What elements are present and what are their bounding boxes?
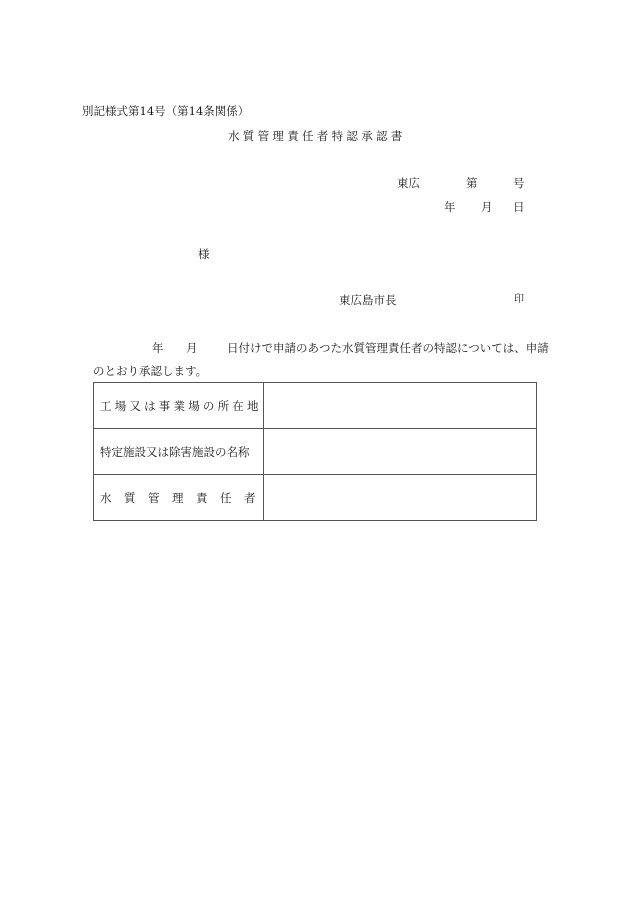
table-label-manager: 水質管理責任者: [94, 475, 264, 521]
date-year-label: 年: [444, 200, 456, 214]
addressee-honorific: 様: [198, 247, 210, 261]
body-month-label: 月: [186, 341, 198, 355]
table-value-facility[interactable]: [264, 429, 537, 475]
table-label-location: 工場又は事業場の所在地: [94, 383, 264, 429]
body-line2: のとおり承認します。: [93, 364, 208, 378]
table-row: [94, 429, 537, 475]
reference-go: 号: [513, 176, 525, 190]
info-table: [93, 382, 537, 521]
reference-dai: 第: [466, 176, 478, 190]
reference-prefix: 東広: [397, 176, 420, 190]
seal-icon: 印: [514, 294, 524, 305]
table-value-manager[interactable]: [264, 475, 537, 521]
document-title: 水質管理責任者特認承認書: [228, 129, 406, 143]
table-row: [94, 475, 537, 521]
date-day-label: 日: [513, 200, 525, 214]
table-value-location[interactable]: [264, 383, 537, 429]
date-month-label: 月: [481, 200, 493, 214]
table-row: [94, 383, 537, 429]
issuer-name: 東広島市長: [339, 293, 397, 307]
form-number: 別記様式第14号（第14条関係）: [82, 104, 250, 118]
table-label-facility: 特定施設又は除害施設の名称: [94, 429, 264, 475]
body-line1: 日付けで申請のあつた水質管理責任者の特認については、申請: [227, 341, 549, 355]
body-year-label: 年: [152, 341, 164, 355]
